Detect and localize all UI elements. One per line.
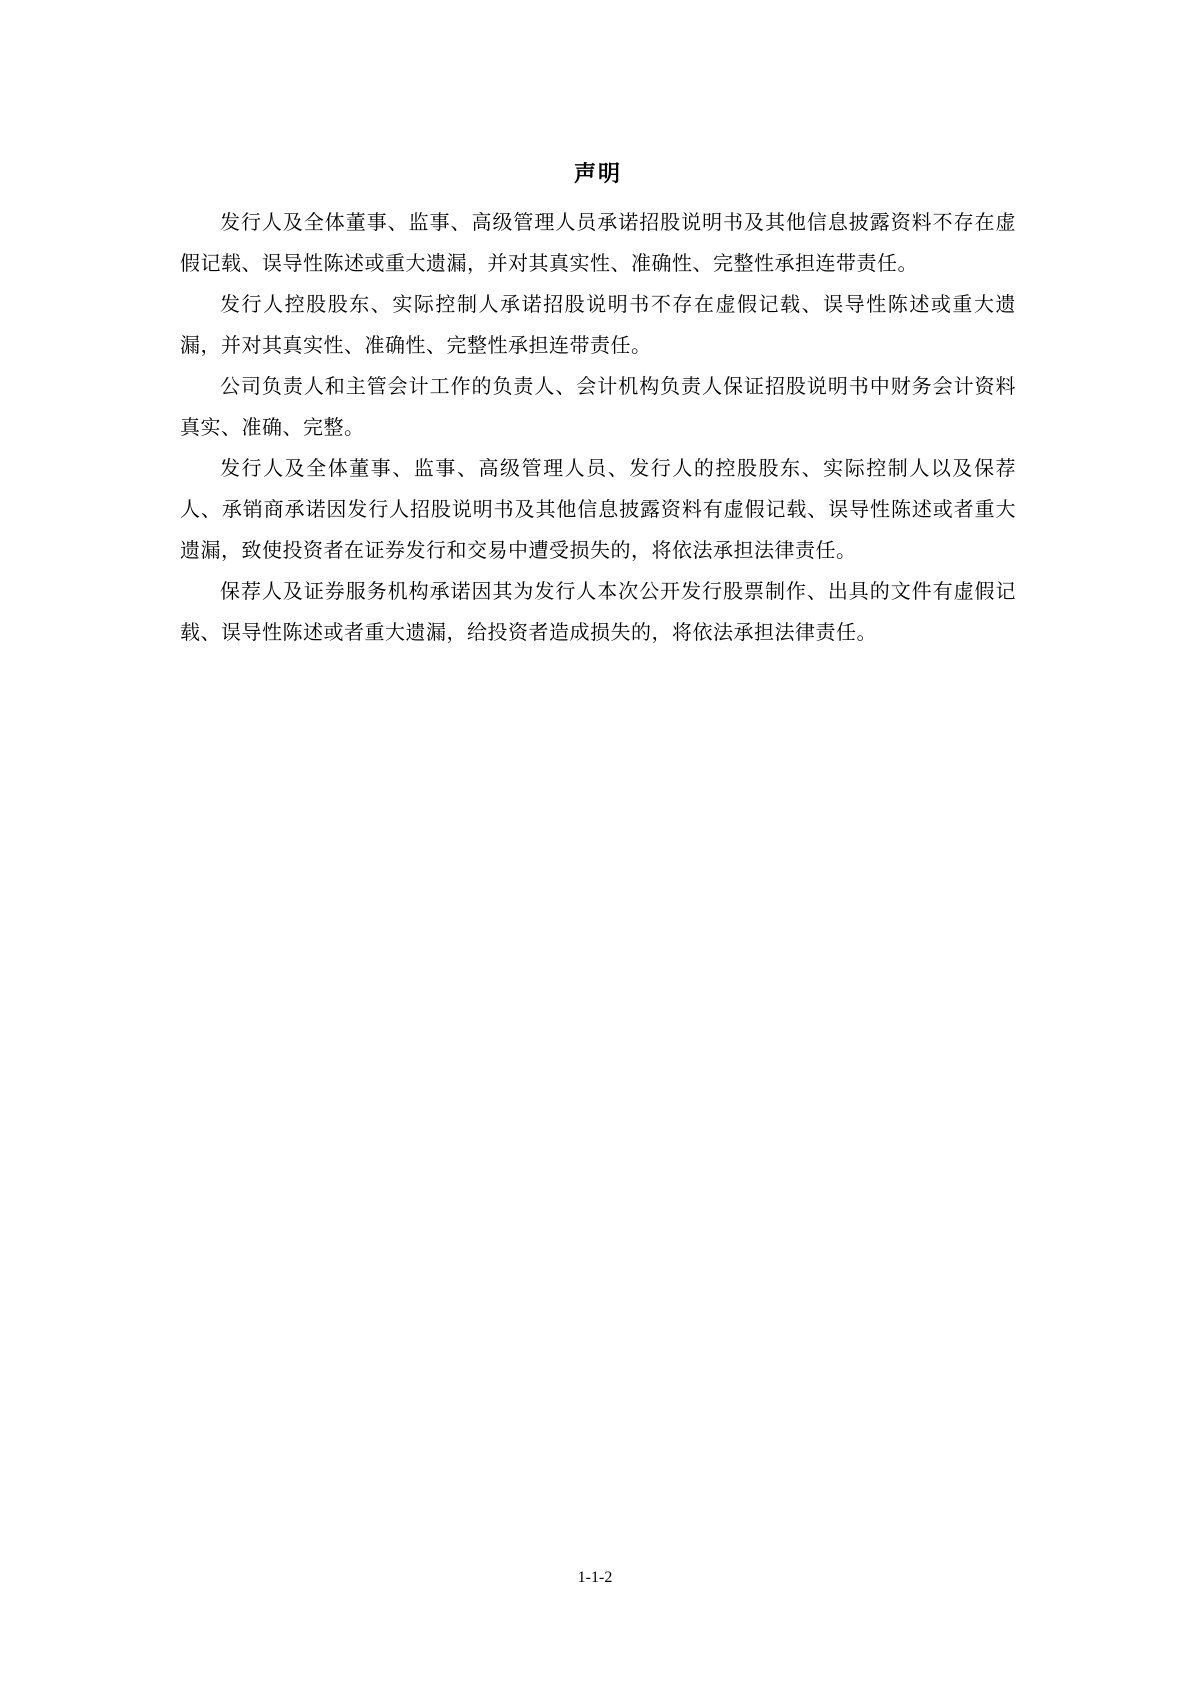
page-title: 声明 (573, 162, 622, 187)
paragraph-issuer-commitment: 发行人及全体董事、监事、高级管理人员承诺招股说明书及其他信息披露资料不存在虚假记载、误导性陈述或重大遗漏，并对其真实性、准确性、完整性承担连带责任。 (180, 210, 1016, 275)
paragraph-sponsor-commitment: 保荐人及证券服务机构承诺因其为发行人本次公开发行股票制作、出具的文件有虚假记载、误导性陈述或者重大遗漏，给投资者造成损失的，将依法承担法律责任。 (180, 579, 1016, 644)
page-number: 1-1-2 (577, 1569, 613, 1586)
paragraph-controller-commitment: 发行人控股股东、实际控制人承诺招股说明书不存在虚假记载、误导性陈述或重大遗漏，并对其真实性、准确性、完整性承担连带责任。 (180, 292, 1016, 357)
paragraph-accounting-guarantee: 公司负责人和主管会计工作的负责人、会计机构负责人保证招股说明书中财务会计资料真实、准确、完整。 (180, 374, 1016, 439)
document-body (180, 158, 1016, 653)
paragraph-liability-commitment: 发行人及全体董事、监事、高级管理人员、发行人的控股股东、实际控制人以及保荐人、承销商承诺因发行人招股说明书及其他信息披露资料有虚假记载、误导性陈述或者重大遗漏，致使投资者在证券发行和交易中遭受损失的，将依法承担法律责任。 (180, 456, 1016, 562)
